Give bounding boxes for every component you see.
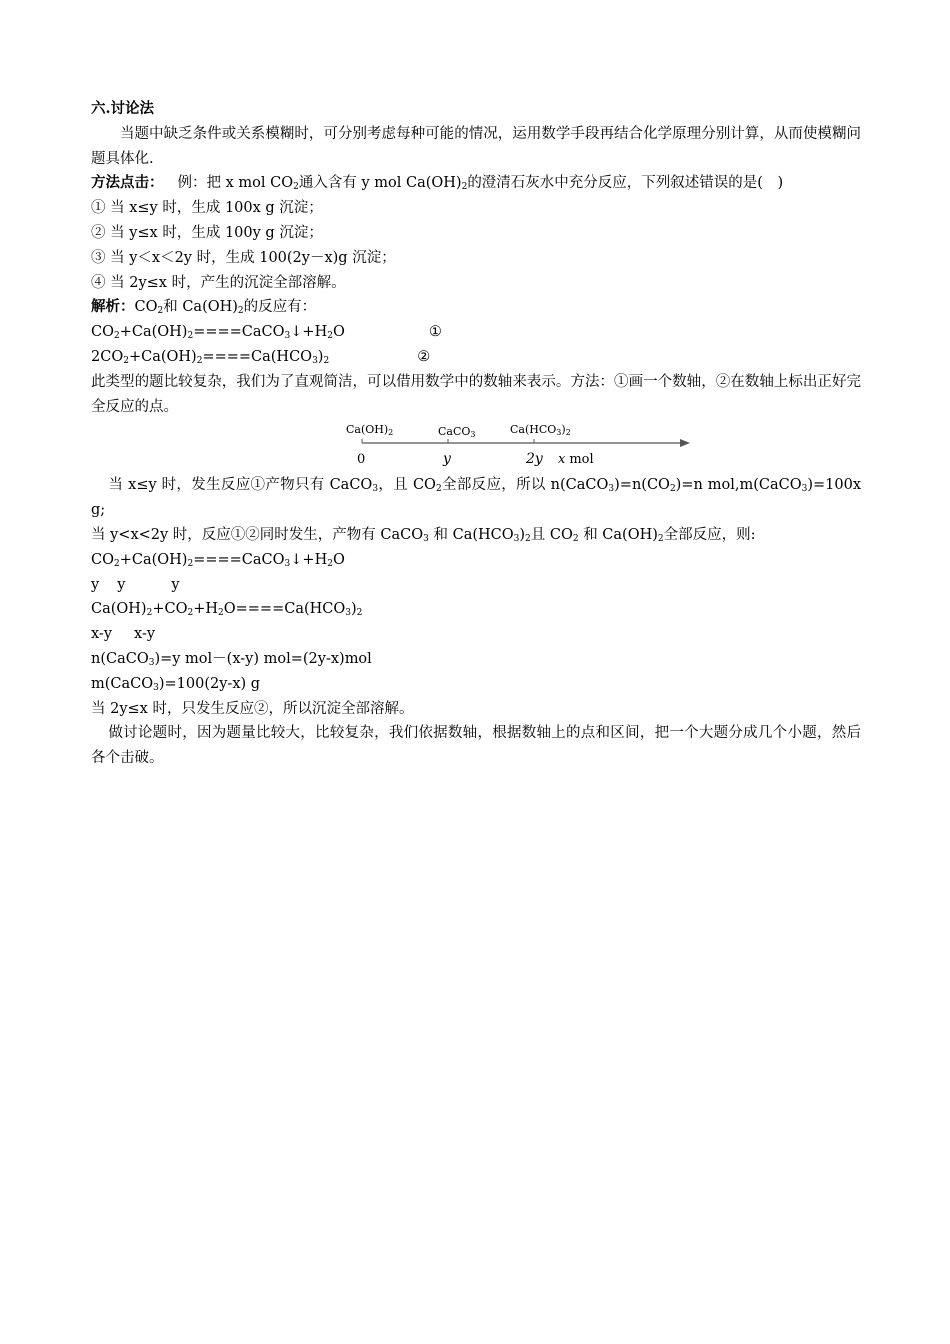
method-paragraph: 此类型的题比较复杂，我们为了直观简洁，可以借用数学中的数轴来表示。方法：①画一个数轴，②在数轴上标出正好完全反应的点。 — [91, 373, 861, 415]
reaction-1-number: ① — [428, 324, 442, 341]
axis-label-caco3: CaCO3 — [438, 425, 476, 440]
conclusion-paragraph: 做讨论题时，因为题量比较大，比较复杂，我们依据数轴，根据数轴上的点和区间，把一个大题分成几个小题，然后各个击破。 — [91, 725, 861, 767]
case-2-paragraph: 当 y<x<2y 时，反应①②同时发生，产物有 CaCO$_3$ 和 $Ca(HCO_3)_2$且 $CO_2$ 和 $Ca(OH)_2$全部反应，则: — [91, 526, 756, 544]
option-1: ① 当 x≤y 时，生成 100x g 沉淀； — [91, 200, 323, 217]
reaction-2-number: ② — [417, 348, 431, 365]
number-axis-figure — [91, 421, 861, 471]
number-axis — [344, 421, 696, 471]
case-1-paragraph: 当 x≤y 时，发生反应①产物只有 CaCO$_3$，且 $CO_2$全部反应，所以 $n(CaCO_3)=n(CO_2)=n$ mol,m(CaCO$_3$)=100x g; — [91, 477, 862, 519]
calculation-1: n(CaCO$_3$)=y mol－(x-y) mol=(2y-x)mol — [91, 650, 372, 668]
reaction-1: $CO_2+Ca(OH)_2====CaCO_3↓+H_2O$ ① — [91, 324, 442, 342]
option-4: ④ 当 2y≤x 时，产生的沉淀全部溶解。 — [91, 274, 346, 291]
equation-3-coefficients: y y y — [91, 576, 180, 593]
reaction-2: $2CO_2+Ca(OH)_2====Ca(HCO_3)_2$ ② — [91, 348, 431, 366]
axis-label-cahco3: Ca(HCO3)2 — [510, 423, 571, 438]
axis-tick-label-y: y — [443, 451, 451, 468]
document-body — [91, 97, 861, 771]
axis-tick-label-0: 0 — [357, 452, 366, 468]
equation-4: $Ca(OH)_2+CO_2+H_2O====Ca(HCO_3)_2$ — [91, 601, 363, 619]
axis-unit-label: x mol — [558, 452, 594, 468]
equation-4-coefficients: x-y x-y — [91, 626, 156, 643]
section-heading: 六.讨论法 — [91, 100, 155, 117]
axis-arrow — [680, 439, 690, 447]
axis-tick-label-2y: 2y — [526, 451, 543, 468]
method-label: 方法点击： — [91, 174, 164, 192]
intro-paragraph: 当题中缺乏条件或关系模糊时，可分别考虑每种可能的情况，运用数学手段再结合化学原理分别计算，从而使模糊问题具体化. — [91, 125, 861, 167]
analysis-line: 解析：$CO_2$和 $Ca(OH)_2$的反应有： — [91, 298, 317, 317]
example-question: 方法点击： 例：把 x mol $CO_2$通入含有 y mol $Ca(OH)_2$的澄清石灰水中充分反应，下列叙述错误的是( ) — [91, 174, 784, 193]
option-2: ② 当 y≤x 时，生成 100y g 沉淀； — [91, 224, 323, 241]
equation-3: $CO_2+Ca(OH)_2====CaCO_3↓+H_2O$ — [91, 551, 345, 569]
analysis-label: 解析： — [91, 298, 135, 316]
axis-label-caoh2: Ca(OH)2 — [346, 423, 394, 438]
option-3: ③ 当 y＜x＜2y 时，生成 100(2y－x)g 沉淀； — [91, 249, 396, 266]
calculation-2: m(CaCO$_3$)=100(2y-x) g — [91, 675, 261, 693]
case-3-paragraph: 当 2y≤x 时，只发生反应②，所以沉淀全部溶解。 — [91, 700, 414, 717]
